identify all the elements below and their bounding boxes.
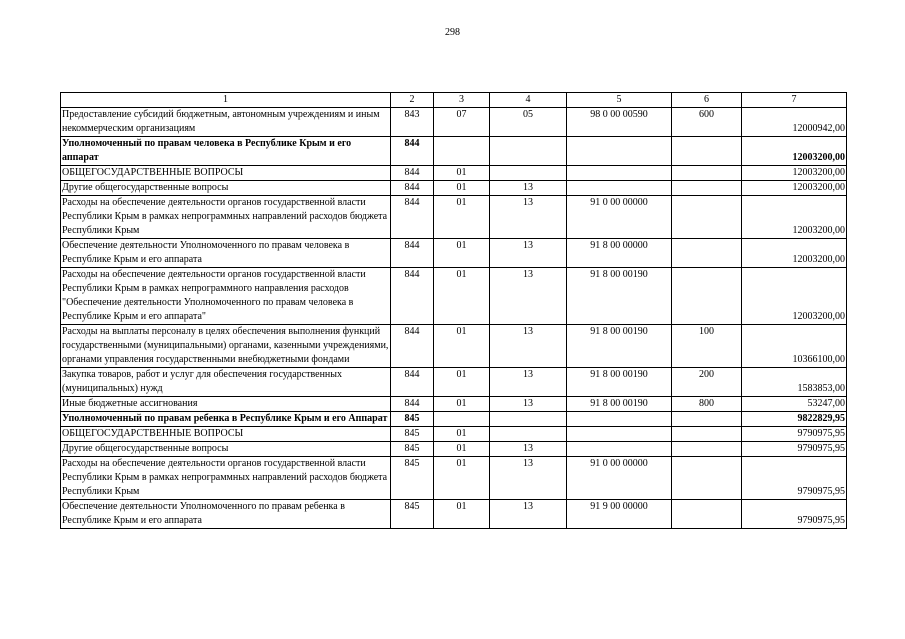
department-code-cell: 844 [391,196,434,239]
table-row [61,397,847,412]
amount-cell: 12003200,00 [742,181,847,196]
target-article-cell: 91 8 00 00000 [567,239,672,268]
subsection-code-cell: 13 [490,457,567,500]
target-article-cell [567,166,672,181]
expense-type-cell [672,500,742,529]
section-code-cell: 01 [434,325,490,368]
row-name-cell: Уполномоченный по правам человека в Республике Крым и его аппарат [61,137,391,166]
amount-cell: 1583853,00 [742,368,847,397]
section-code-cell: 01 [434,368,490,397]
target-article-cell [567,442,672,457]
target-article-cell: 91 0 00 00000 [567,457,672,500]
row-name-cell: Расходы на обеспечение деятельности органов государственной власти Республики Крым в рамках непрограммных направлений расходов бюджета Республики Крым [61,196,391,239]
department-code-cell: 845 [391,442,434,457]
subsection-code-cell [490,166,567,181]
table-row [61,325,847,368]
expense-type-cell [672,181,742,196]
header-cell: 6 [672,93,742,108]
header-cell: 4 [490,93,567,108]
subsection-code-cell: 13 [490,268,567,325]
row-name-cell: Предоставление субсидий бюджетным, автономным учреждениям и иным некоммерческим организациям [61,108,391,137]
page-number: 298 [445,27,460,38]
subsection-code-cell: 13 [490,181,567,196]
row-name-cell: Иные бюджетные ассигнования [61,397,391,412]
table-row [61,166,847,181]
header-cell: 5 [567,93,672,108]
target-article-cell [567,427,672,442]
amount-cell: 12003200,00 [742,268,847,325]
table-row [61,181,847,196]
header-cell: 1 [61,93,391,108]
row-name-cell: Обеспечение деятельности Уполномоченного по правам человека в Республике Крым и его аппарата [61,239,391,268]
expense-type-cell: 800 [672,397,742,412]
expense-type-cell [672,268,742,325]
section-code-cell: 01 [434,457,490,500]
table-row [61,108,847,137]
target-article-cell: 91 8 00 00190 [567,268,672,325]
department-code-cell: 844 [391,397,434,412]
section-code-cell: 01 [434,500,490,529]
row-name-cell: Расходы на обеспечение деятельности органов государственной власти Республики Крым в рамках непрограммных направлений расходов бюджета Республики Крым [61,457,391,500]
section-code-cell: 01 [434,166,490,181]
expense-type-cell [672,239,742,268]
section-code-cell: 01 [434,239,490,268]
target-article-cell: 91 9 00 00000 [567,500,672,529]
row-name-cell: Расходы на выплаты персоналу в целях обеспечения выполнения функций государственными (муниципальными) органами, казенными учреждениями, органами управления государственными внебюджетными фондами [61,325,391,368]
target-article-cell: 91 8 00 00190 [567,397,672,412]
expense-type-cell [672,196,742,239]
amount-cell: 9790975,95 [742,427,847,442]
row-name-cell: Расходы на обеспечение деятельности органов государственной власти Республики Крым в рамках непрограммного направления расходов "Обеспечение деятельности Уполномоченного по правам человека в Республике Крым и его аппарата" [61,268,391,325]
department-code-cell: 844 [391,181,434,196]
table-row [61,196,847,239]
expense-type-cell: 600 [672,108,742,137]
amount-cell: 53247,00 [742,397,847,412]
amount-cell: 12003200,00 [742,166,847,181]
section-code-cell: 07 [434,108,490,137]
header-cell: 3 [434,93,490,108]
section-code-cell: 01 [434,196,490,239]
section-code-cell: 01 [434,427,490,442]
row-name-cell: ОБЩЕГОСУДАРСТВЕННЫЕ ВОПРОСЫ [61,427,391,442]
department-code-cell: 845 [391,457,434,500]
table-row [61,500,847,529]
table-row [61,442,847,457]
section-code-cell [434,412,490,427]
header-row [61,93,847,108]
subsection-code-cell: 13 [490,196,567,239]
row-name-cell: ОБЩЕГОСУДАРСТВЕННЫЕ ВОПРОСЫ [61,166,391,181]
row-name-cell: Другие общегосударственные вопросы [61,442,391,457]
subsection-code-cell [490,412,567,427]
target-article-cell [567,181,672,196]
row-name-cell: Уполномоченный по правам ребенка в Республике Крым и его Аппарат [61,412,391,427]
department-code-cell: 844 [391,137,434,166]
amount-cell: 9790975,95 [742,500,847,529]
expense-type-cell [672,442,742,457]
table-row [61,457,847,500]
subsection-code-cell: 05 [490,108,567,137]
expense-type-cell [672,166,742,181]
amount-cell: 12003200,00 [742,137,847,166]
subsection-code-cell [490,427,567,442]
department-code-cell: 844 [391,268,434,325]
table-row [61,137,847,166]
amount-cell: 9790975,95 [742,442,847,457]
department-code-cell: 844 [391,166,434,181]
expense-type-cell [672,457,742,500]
table-row [61,268,847,325]
target-article-cell: 91 0 00 00000 [567,196,672,239]
header-cell: 2 [391,93,434,108]
expense-type-cell [672,412,742,427]
expense-type-cell: 200 [672,368,742,397]
department-code-cell: 845 [391,412,434,427]
table-row [61,427,847,442]
amount-cell: 9790975,95 [742,457,847,500]
subsection-code-cell: 13 [490,442,567,457]
target-article-cell: 91 8 00 00190 [567,368,672,397]
amount-cell: 9822829,95 [742,412,847,427]
subsection-code-cell: 13 [490,500,567,529]
amount-cell: 10366100,00 [742,325,847,368]
department-code-cell: 844 [391,368,434,397]
subsection-code-cell: 13 [490,368,567,397]
header-cell: 7 [742,93,847,108]
table-row [61,368,847,397]
target-article-cell [567,412,672,427]
subsection-code-cell: 13 [490,325,567,368]
department-code-cell: 845 [391,500,434,529]
amount-cell: 12000942,00 [742,108,847,137]
section-code-cell: 01 [434,181,490,196]
subsection-code-cell [490,137,567,166]
budget-table [60,92,847,529]
amount-cell: 12003200,00 [742,196,847,239]
target-article-cell: 91 8 00 00190 [567,325,672,368]
row-name-cell: Закупка товаров, работ и услуг для обеспечения государственных (муниципальных) нужд [61,368,391,397]
department-code-cell: 845 [391,427,434,442]
amount-cell: 12003200,00 [742,239,847,268]
table-row [61,412,847,427]
subsection-code-cell: 13 [490,239,567,268]
section-code-cell: 01 [434,397,490,412]
department-code-cell: 844 [391,239,434,268]
expense-type-cell [672,137,742,166]
section-code-cell [434,137,490,166]
department-code-cell: 843 [391,108,434,137]
expense-type-cell [672,427,742,442]
section-code-cell: 01 [434,268,490,325]
row-name-cell: Обеспечение деятельности Уполномоченного по правам ребенка в Республике Крым и его аппарата [61,500,391,529]
department-code-cell: 844 [391,325,434,368]
expense-type-cell: 100 [672,325,742,368]
row-name-cell: Другие общегосударственные вопросы [61,181,391,196]
target-article-cell: 98 0 00 00590 [567,108,672,137]
target-article-cell [567,137,672,166]
subsection-code-cell: 13 [490,397,567,412]
section-code-cell: 01 [434,442,490,457]
table-row [61,239,847,268]
